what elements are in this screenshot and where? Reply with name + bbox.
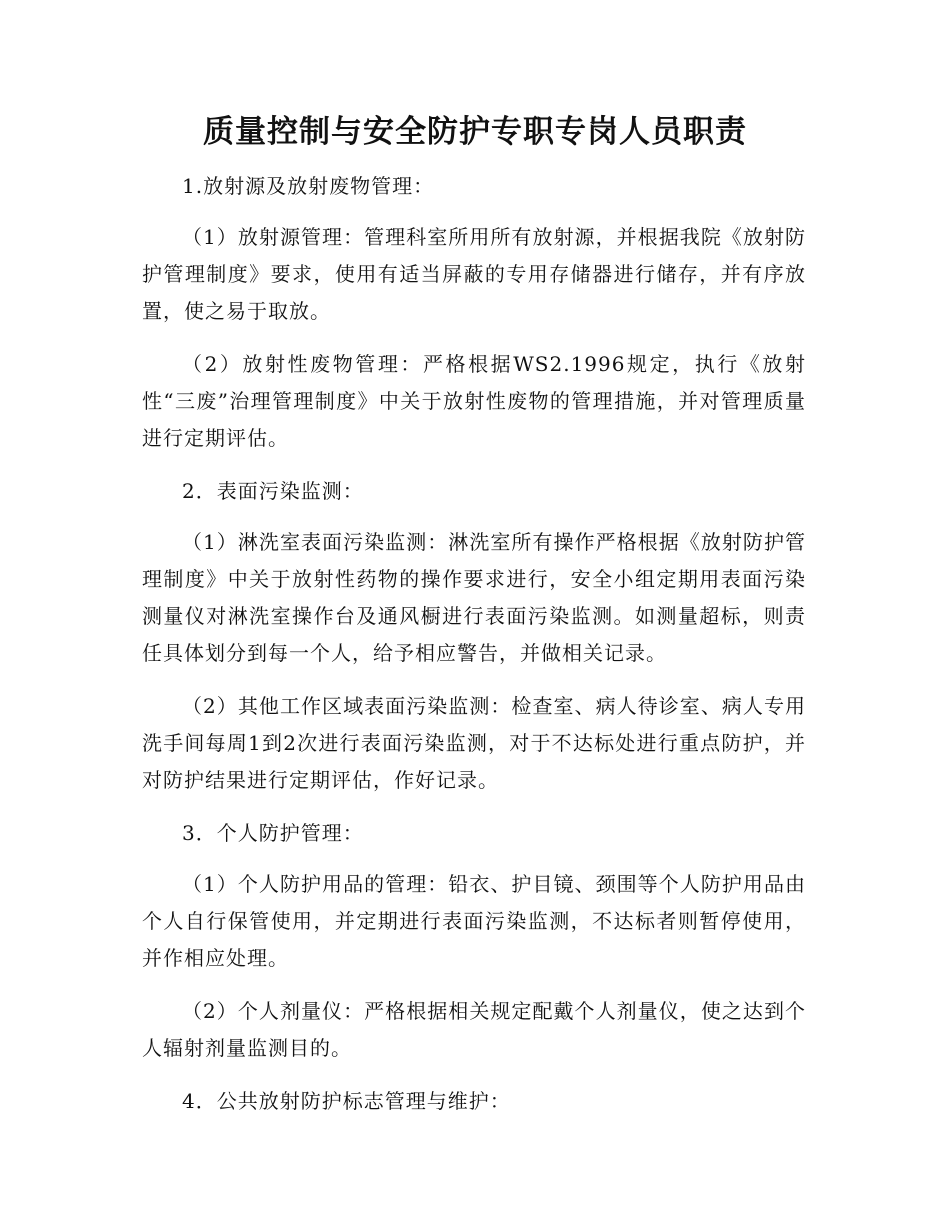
section-heading-1: 1.放射源及放射废物管理： [182, 174, 435, 198]
paragraph-protective-equipment: （1）个人防护用品的管理：铅衣、护目镜、颈围等个人防护用品由个人自行保管使用，并定期进行表面污染监测，不达标者则暂停使用，并作相应处理。 [142, 872, 806, 970]
paragraph-other-area-monitoring: （2）其他工作区域表面污染监测：检查室、病人待诊室、病人专用洗手间每周1到2次进行表面污染监测，对于不达标处进行重点防护，并对防护结果进行定期评估，作好记录。 [142, 694, 806, 792]
paragraph-personal-dosimeter: （2）个人剂量仪：严格根据相关规定配戴个人剂量仪，使之达到个人辐射剂量监测目的。 [142, 999, 806, 1060]
section-heading-2: 2．表面污染监测： [182, 479, 364, 503]
section-heading-4: 4．公共放射防护标志管理与维护： [182, 1089, 511, 1113]
paragraph-elution-room-monitoring: （1）淋洗室表面污染监测：淋洗室所有操作严格根据《放射防护管理制度》中关于放射性药物的操作要求进行，安全小组定期用表面污染测量仪对淋洗室操作台及通风橱进行表面污染监测。如测量超标，则责任具体划分到每一个人，给予相应警告，并做相关记录。 [142, 530, 806, 665]
document-body [142, 168, 806, 1134]
section-heading-3: 3．个人防护管理： [182, 821, 364, 845]
paragraph-radioactive-waste-management: （2）放射性废物管理：严格根据WS2.1996规定，执行《放射性“三废”治理管理制度》中关于放射性废物的管理措施，并对管理质量进行定期评估。 [142, 352, 806, 450]
document-title: 质量控制与安全防护专职专岗人员职责 [203, 114, 747, 150]
paragraph-radioactive-source-management: （1）放射源管理：管理科室所用所有放射源，并根据我院《放射防护管理制度》要求，使用有适当屏蔽的专用存储器进行储存，并有序放置，使之易于取放。 [142, 225, 806, 323]
